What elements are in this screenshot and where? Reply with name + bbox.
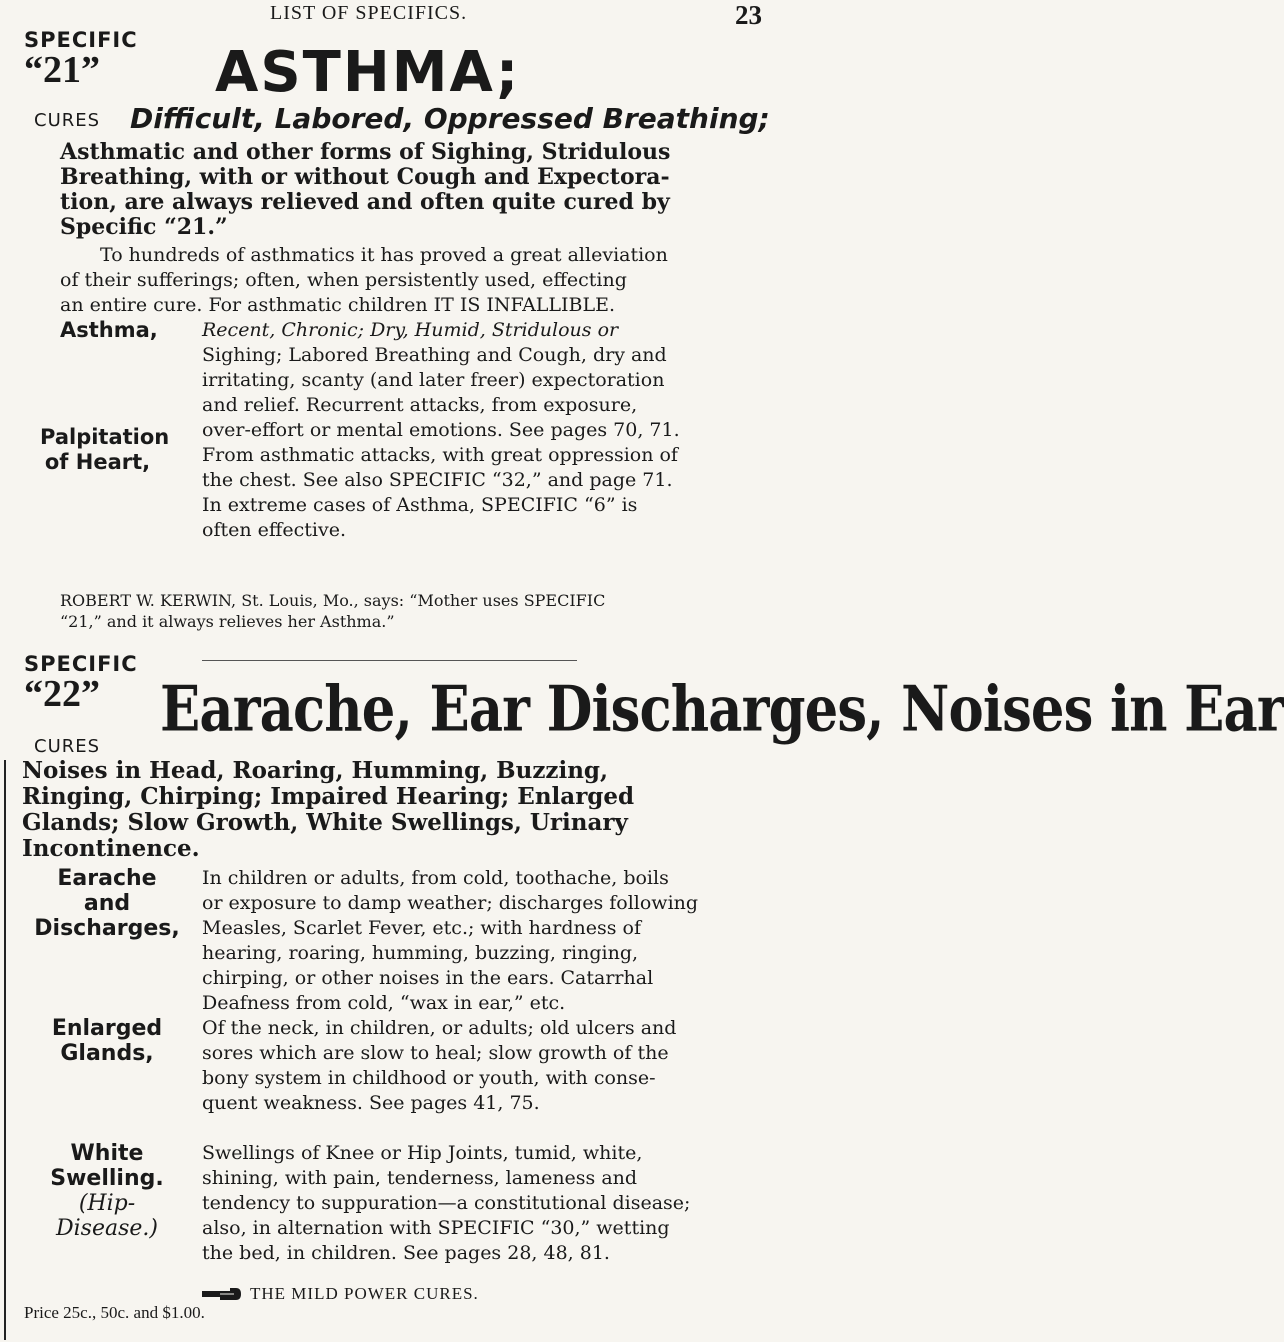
- page-number: 23: [735, 0, 762, 30]
- margin-earache-line: Earache: [57, 866, 157, 891]
- earache-summary-line: Ringing, Chirping; Impaired Hearing; Enlarged: [22, 783, 635, 810]
- asthma-details: [202, 318, 792, 543]
- earache-title: Earache, Ear Discharges, Noises in Ear: [160, 672, 1284, 747]
- running-head: LIST OF SPECIFICS.: [270, 2, 468, 24]
- margin-white-line: White: [70, 1141, 144, 1166]
- margin-earache: [22, 866, 192, 941]
- earache-detail-line: Deafness from cold, “wax in ear,” etc.: [202, 992, 566, 1014]
- earache-detail-line: hearing, roaring, humming, buzzing, ringing,: [202, 942, 639, 964]
- glands-detail-line: quent weakness. See pages 41, 75.: [202, 1092, 540, 1114]
- asthma-intro-line: of their sufferings; often, when persistently used, effecting: [60, 269, 627, 291]
- specific-22-number: “22”: [24, 673, 100, 715]
- margin-rule: [4, 760, 6, 1340]
- mild-power-slogan: THE MILD POWER CURES.: [250, 1284, 479, 1303]
- earache-summary-line: Glands; Slow Growth, White Swellings, Urinary: [22, 809, 628, 836]
- testimonial-line: “21,” and it always relieves her Asthma.”: [60, 612, 395, 631]
- asthma-detail-line: over-effort or mental emotions. See pages 70, 71.: [202, 419, 680, 441]
- asthma-intro-line: an entire cure. For asthmatic children IT IS INFALLIBLE.: [60, 294, 616, 316]
- white-detail-line: the bed, in children. See pages 28, 48, 81.: [202, 1242, 610, 1264]
- asthma-title: ASTHMA;: [215, 40, 521, 105]
- earache-summary-line: Incontinence.: [22, 835, 200, 862]
- asthma-detail-line: often effective.: [202, 519, 346, 541]
- asthma-summary-line: Asthmatic and other forms of Sighing, Stridulous: [60, 139, 671, 165]
- glands-detail-line: Of the neck, in children, or adults; old ulcers and: [202, 1017, 677, 1039]
- white-detail-line: shining, with pain, tenderness, lameness and: [202, 1167, 638, 1189]
- asthma-intro: [60, 243, 790, 318]
- glands-detail-line: sores which are slow to heal; slow growth of the: [202, 1042, 669, 1064]
- earache-summary: [22, 758, 792, 862]
- asthma-detail-line: Recent, Chronic; Dry, Humid, Stridulous or: [202, 319, 619, 341]
- white-detail-line: Swellings of Knee or Hip Joints, tumid, white,: [202, 1142, 643, 1164]
- specific-21-label: SPECIFIC: [24, 28, 138, 52]
- margin-white-line: Disease.): [56, 1216, 158, 1241]
- margin-earache-line: Discharges,: [34, 916, 180, 941]
- testimonial: [60, 590, 795, 632]
- asthma-summary-line: tion, are always relieved and often quite cured by: [60, 189, 670, 215]
- glands-detail-line: bony system in childhood or youth, with conse-: [202, 1067, 656, 1089]
- asthma-detail-line: Sighing; Labored Breathing and Cough, dry and: [202, 344, 667, 366]
- asthma-summary-line: Breathing, with or without Cough and Expectora-: [60, 164, 670, 190]
- specific-22-cures-label: CURES: [34, 736, 101, 757]
- margin-glands: [22, 1016, 192, 1066]
- margin-white-line: (Hip-: [78, 1191, 136, 1216]
- earache-detail-line: In children or adults, from cold, toothache, boils: [202, 867, 669, 889]
- asthma-detail-line: From asthmatic attacks, with great oppression of: [202, 444, 678, 466]
- earache-detail-line: Measles, Scarlet Fever, etc.; with hardness of: [202, 917, 641, 939]
- asthma-intro-line: To hundreds of asthmatics it has proved a great alleviation: [100, 244, 668, 266]
- specific-21-cures-label: CURES: [34, 110, 101, 131]
- margin-earache-line: and: [83, 891, 131, 916]
- price-line: Price 25c., 50c. and $1.00.: [24, 1303, 205, 1322]
- asthma-detail-line: irritating, scanty (and later freer) expectoration: [202, 369, 665, 391]
- white-detail-line: tendency to suppuration—a constitutional disease;: [202, 1192, 691, 1214]
- white-detail-line: also, in alternation with SPECIFIC “30,” wetting: [202, 1217, 670, 1239]
- pointing-hand-icon: [200, 1283, 244, 1305]
- testimonial-line: ROBERT W. KERWIN, St. Louis, Mo., says: “Mother uses SPECIFIC: [60, 591, 606, 610]
- margin-white-line: Swelling.: [50, 1166, 164, 1191]
- asthma-detail-line: In extreme cases of Asthma, SPECIFIC “6” is: [202, 494, 638, 516]
- asthma-summary-line: Specific “21.”: [60, 214, 228, 240]
- margin-palpitation: Palpitation of Heart,: [40, 425, 170, 474]
- specific-22-label: SPECIFIC: [24, 652, 138, 676]
- asthma-subtitle: Difficult, Labored, Oppressed Breathing;: [130, 102, 770, 135]
- earache-detail-line: or exposure to damp weather; discharges following: [202, 892, 699, 914]
- margin-glands-line: Enlarged: [51, 1016, 163, 1041]
- earache-details: [202, 866, 792, 1016]
- asthma-detail-line: and relief. Recurrent attacks, from exposure,: [202, 394, 638, 416]
- asthma-detail-line: the chest. See also SPECIFIC “32,” and page 71.: [202, 469, 673, 491]
- glands-details: [202, 1016, 792, 1116]
- earache-detail-line: chirping, or other noises in the ears. Catarrhal: [202, 967, 654, 989]
- white-swelling-details: [202, 1141, 792, 1266]
- specific-21-number: “21”: [24, 49, 100, 91]
- margin-asthma: Asthma,: [60, 318, 158, 342]
- asthma-summary: [60, 140, 790, 240]
- margin-glands-line: Glands,: [60, 1041, 154, 1066]
- margin-white-swelling: [22, 1141, 192, 1241]
- earache-summary-line: Noises in Head, Roaring, Humming, Buzzing,: [22, 757, 609, 784]
